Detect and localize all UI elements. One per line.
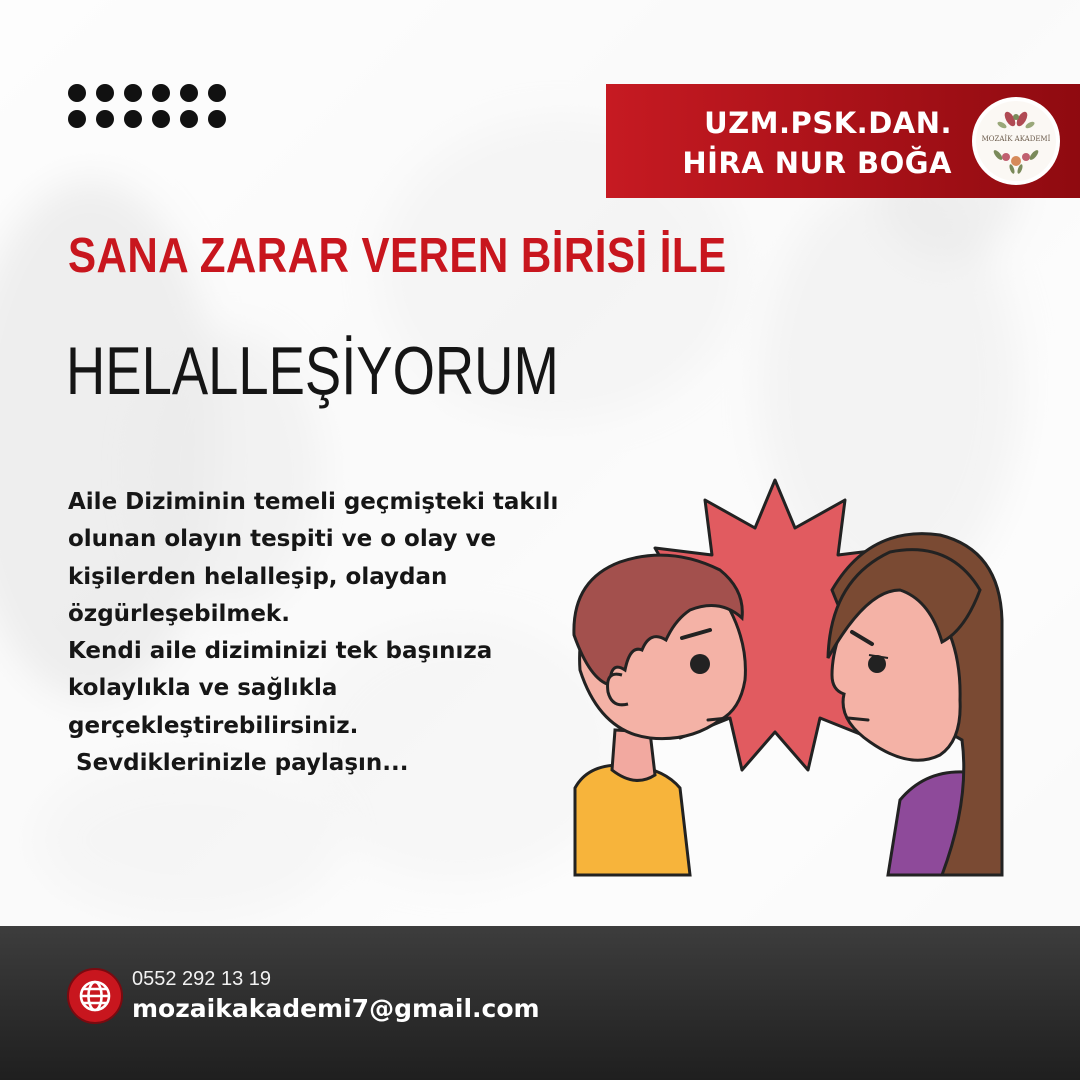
body-line: gerçekleştirebilirsiniz. bbox=[68, 712, 359, 739]
body-line: Aile Diziminin temeli geçmişteki takılı bbox=[68, 489, 559, 515]
svg-text:MOZAİK AKADEMİ: MOZAİK AKADEMİ bbox=[981, 135, 1051, 143]
dot-grid-decoration bbox=[68, 84, 232, 128]
body-line: olunan olayın tespiti ve o olay ve bbox=[68, 526, 497, 553]
phone-number[interactable]: 0552 292 13 19 bbox=[132, 968, 272, 990]
email-address[interactable]: mozaikakademi7@gmail.com bbox=[132, 994, 540, 1023]
body-paragraph bbox=[68, 484, 628, 782]
mozaik-logo bbox=[972, 97, 1060, 185]
subheadline: HELALLEŞİYORUM bbox=[66, 333, 559, 409]
brand-title-line1: UZM.PSK.DAN. bbox=[704, 106, 952, 140]
body-line: özgürleşebilmek. bbox=[68, 600, 290, 627]
brand-title-line2: HİRA NUR BOĞA bbox=[682, 146, 952, 180]
body-line: kişilerden helalleşip, olaydan bbox=[68, 563, 448, 590]
conflict-illustration bbox=[570, 470, 1010, 880]
headline: SANA ZARAR VEREN BİRİSİ İLE bbox=[68, 229, 727, 283]
globe-icon bbox=[67, 968, 123, 1024]
body-line: Sevdiklerinizle paylaşın... bbox=[68, 750, 409, 777]
brand-banner bbox=[606, 84, 1080, 198]
body-line: kolaylıkla ve sağlıkla bbox=[68, 675, 338, 702]
body-line: Kendi aile diziminizi tek başınıza bbox=[68, 638, 493, 665]
